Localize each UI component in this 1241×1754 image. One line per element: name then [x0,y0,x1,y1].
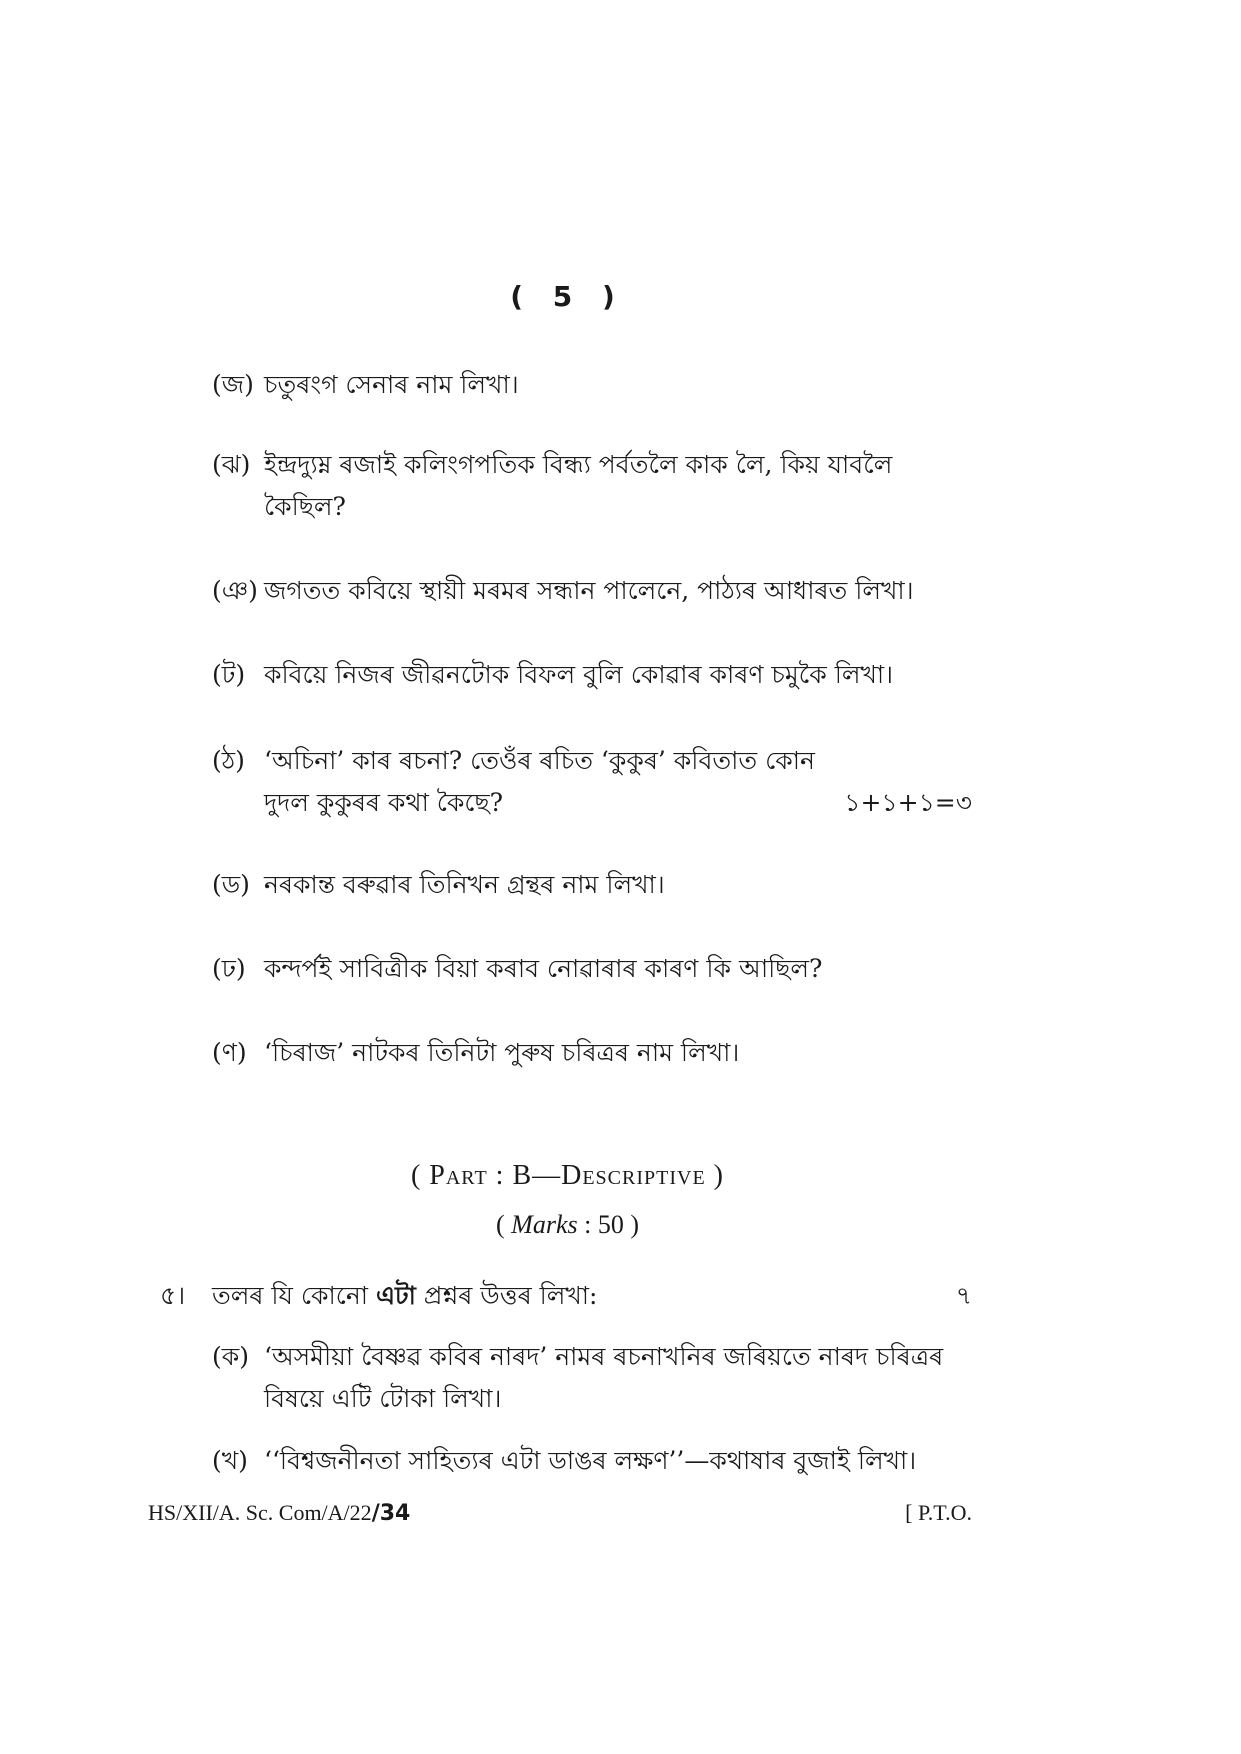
question-marks: ১+১+১=৩ [844,788,972,817]
question-text: ‘চিৰাজ’ নাটকৰ তিনিটা পুৰুষ চৰিত্ৰৰ নাম লিখা। [264,1038,740,1067]
question-j [212,364,972,406]
paper-code [148,1500,410,1526]
question-text: কবিয়ে নিজৰ জীৱনটোক বিফল বুলি কোৱাৰ কাৰণ চমুকৈ লিখা। [264,660,894,689]
question-label: (ড) [212,870,250,899]
question-label: (ট) [212,660,246,689]
subquestion-kha [212,1440,972,1482]
part-b-marks [0,1210,1135,1240]
question-text: নৰকান্ত বৰুৱাৰ তিনিখন গ্ৰন্থৰ নাম লিখা। [264,870,665,899]
question-number: ৫। [160,1281,186,1310]
question-tha [212,740,972,824]
text-bold: এটা [375,1281,416,1310]
question-text: ‘অচিনা’ কাৰ ৰচনা? তেওঁৰ ৰচিত ‘কুকুৰ’ কবিতাত কোন দুদল কুকুৰৰ কথা কৈছে? [264,746,815,817]
question-5-text [160,1276,972,1316]
question-5 [160,1276,972,1316]
question-jh [212,444,972,528]
question-da [212,864,972,906]
question-label: (ঢ) [212,954,246,983]
question-dha [212,948,972,990]
text-part: তলৰ যি কোনো [212,1281,376,1310]
question-5-marks: ৭ [955,1281,972,1310]
question-nya [212,570,972,612]
question-text: জগতত কবিয়ে স্থায়ী মৰমৰ সন্ধান পালেনে, পাঠ্যৰ আধাৰত লিখা। [264,576,914,605]
question-label: (ঞ) [212,576,258,605]
marks-prefix: ( [496,1210,512,1239]
question-text: ইন্দ্রদ্যুম্ন ৰজাই কলিংগপতিক বিন্ধ্য পৰ্বতলৈ কাক লৈ, কিয় যাবলৈ কৈছিল? [264,450,893,521]
question-text: ‘অসমীয়া বৈষ্ণৱ কবিৰ নাৰদ’ নামৰ ৰচনাখনিৰ জৰিয়তে নাৰদ চৰিত্ৰৰ বিষয়ে এটি টোকা লিখা। [264,1342,944,1413]
marks-value: : 50 ) [577,1210,639,1239]
question-text: ‘‘বিশ্বজনীনতা সাহিত্যৰ এটা ডাঙৰ লক্ষণ’’—কথাষাৰ বুজাই লিখা। [264,1446,917,1475]
marks-label: Marks [511,1210,578,1239]
question-label: (জ) [212,370,254,399]
question-label: (ঝ) [212,450,251,479]
pto-label: [ P.T.O. [905,1500,972,1525]
page-number: ( 5 ) [510,280,625,313]
question-label: (খ) [212,1446,248,1475]
question-text: চতুৰংগ সেনাৰ নাম লিখা। [264,370,519,399]
question-label: (ক) [212,1342,249,1371]
subquestion-ka [212,1336,972,1420]
question-text: কন্দৰ্পই সাবিত্ৰীক বিয়া কৰাব নোৱাৰাৰ কাৰণ কি আছিল? [264,954,823,983]
paper-code-suffix: /34 [371,1501,411,1526]
part-b-heading: ( Part : B—Descriptive ) [410,1160,725,1191]
text-part: প্ৰশ্নৰ উত্তৰ লিখা: [415,1281,598,1310]
question-label: (ঠ) [212,746,245,775]
paper-code-prefix: HS/XII/A. Sc. Com/A/22 [148,1500,372,1525]
question-ta [212,654,972,696]
question-label: (ণ) [212,1038,247,1067]
question-na [212,1032,972,1074]
